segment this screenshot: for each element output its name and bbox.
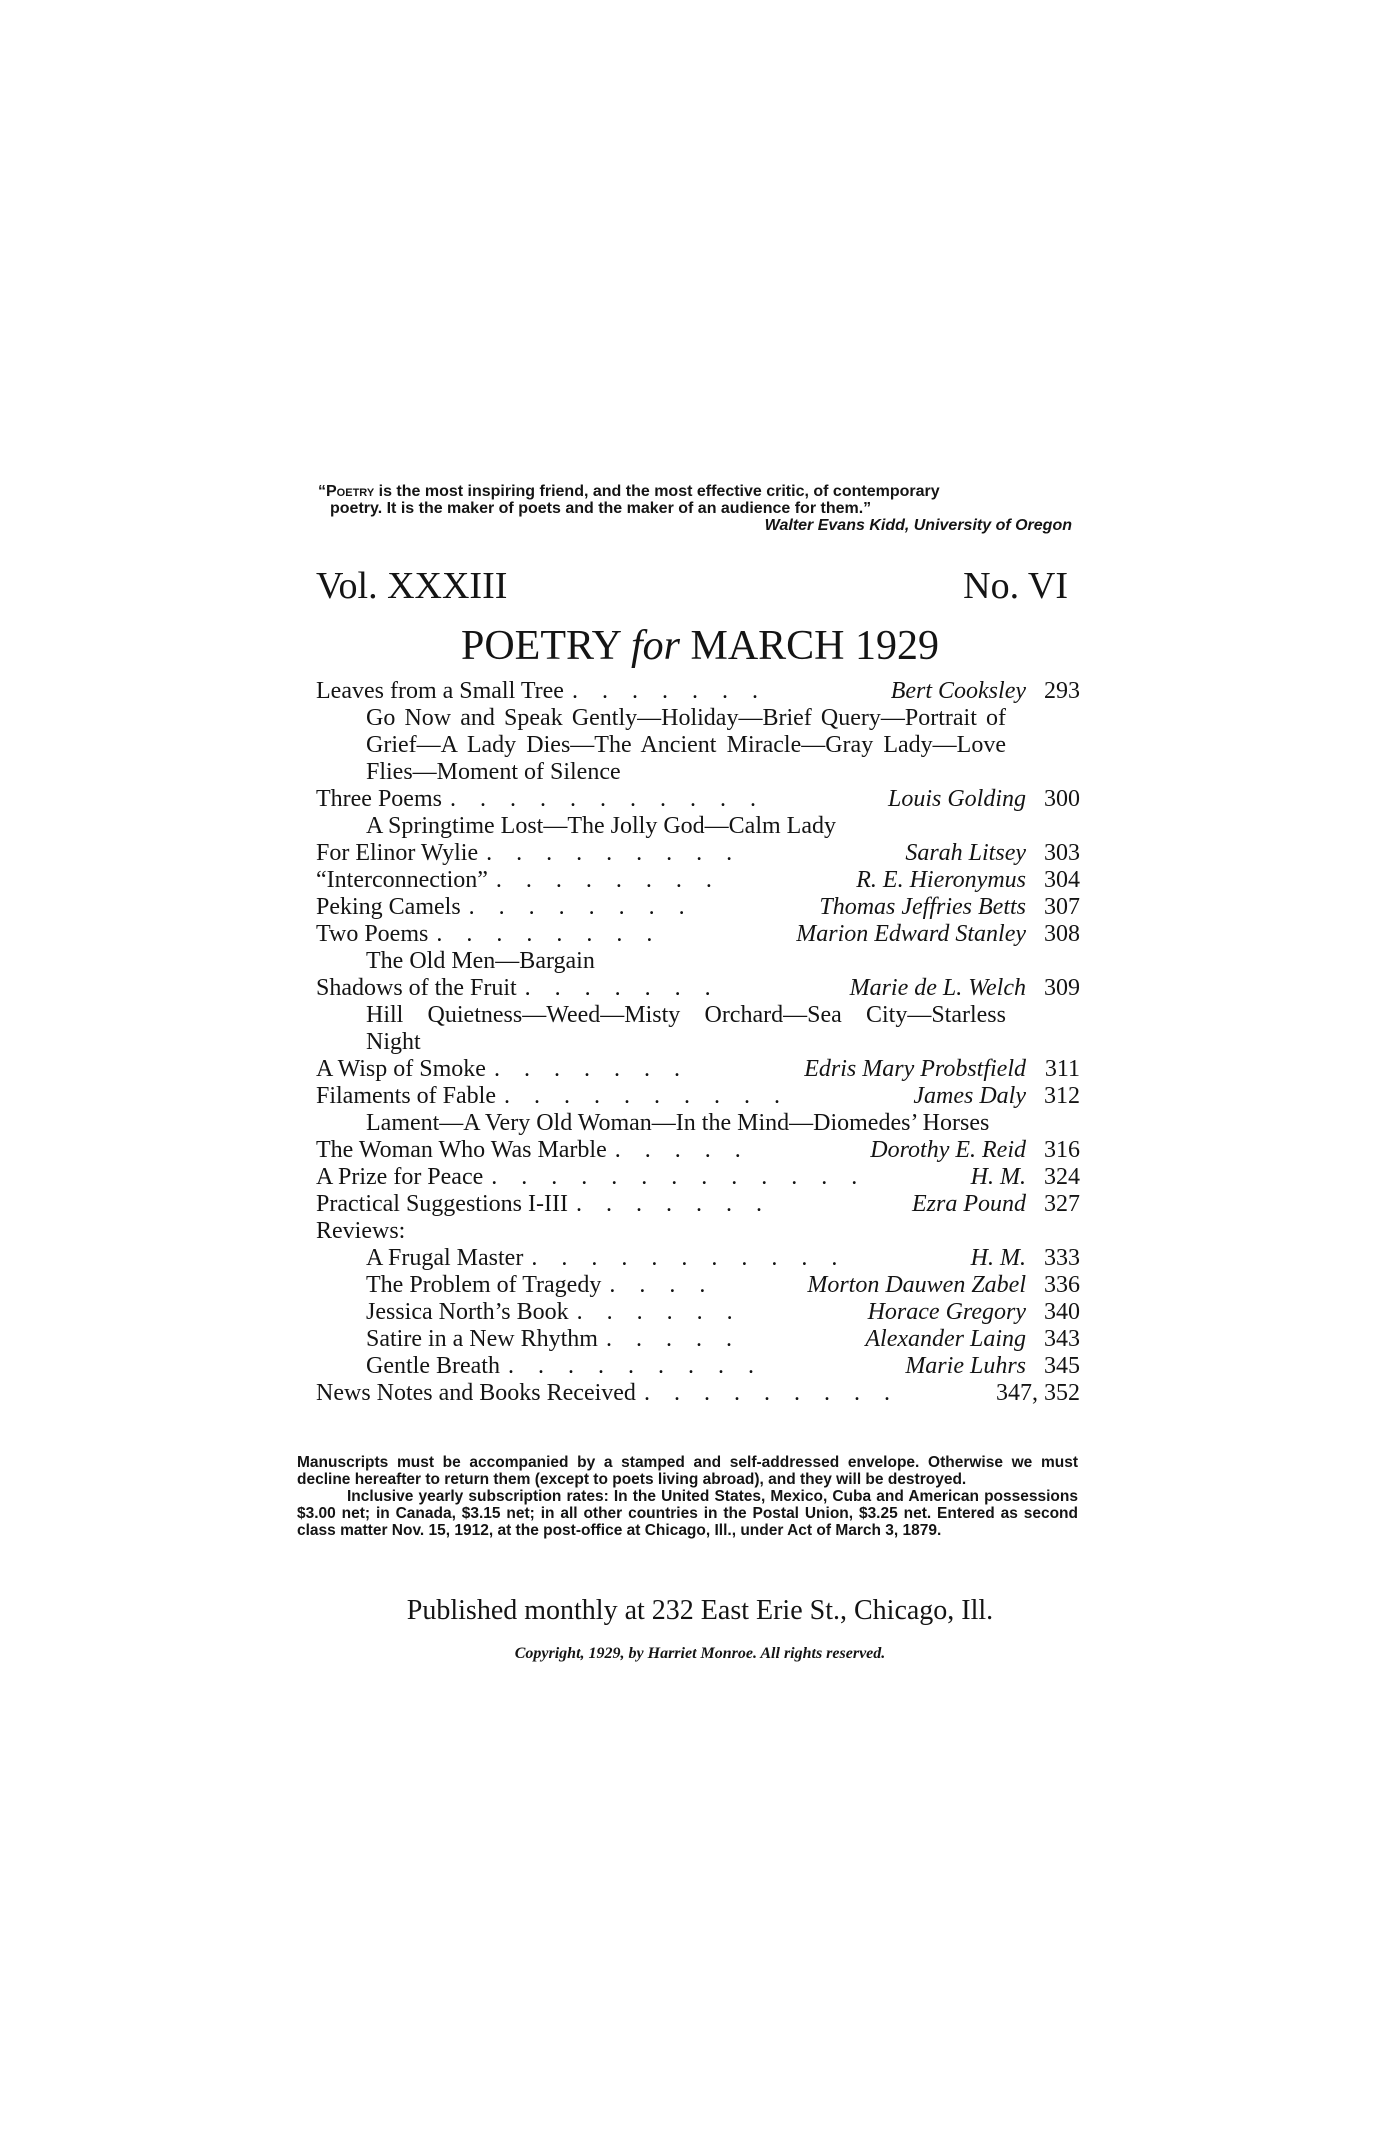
toc-entry-leader: . . . . . . . . . . . xyxy=(449,786,765,812)
toc-entry xyxy=(316,1056,1080,1083)
toc-entry-leader: . . . . . xyxy=(614,1137,750,1163)
toc-entry-page: 307 xyxy=(1044,894,1080,920)
toc-entry-title: The Woman Who Was Marble xyxy=(316,1137,607,1163)
toc-entry-author: Marie Luhrs xyxy=(905,1353,1026,1379)
reviews-heading: Reviews: xyxy=(316,1218,406,1244)
toc-entry-page: 333 xyxy=(1044,1245,1080,1271)
toc-entry xyxy=(316,678,1080,705)
toc-entry-leader: . . . . . . . xyxy=(575,1191,771,1217)
toc-entry-leader: . . . . . . . . . . . xyxy=(531,1245,847,1271)
toc-entry-contents: Lament—A Very Old Woman—In the Mind—Diomedes’ Horses xyxy=(366,1110,990,1136)
issue-title-month: MARCH 1929 xyxy=(690,623,940,669)
toc-entry-author: R. E. Hieronymus xyxy=(856,867,1026,893)
toc-entry-author: Dorothy E. Reid xyxy=(870,1137,1026,1163)
toc-entry xyxy=(316,840,1080,867)
toc-entry-leader: . . . . . . . . . . xyxy=(503,1083,789,1109)
toc-entry-page: 340 xyxy=(1044,1299,1080,1325)
epigraph-poetry-word: Poetry xyxy=(326,483,375,500)
toc-entry xyxy=(316,1083,1080,1110)
toc-entry-leader: . . . . . . . . xyxy=(495,867,721,893)
toc-entry-page: 327 xyxy=(1044,1191,1080,1217)
toc-entry-author: Sarah Litsey xyxy=(905,840,1026,866)
toc-entry-author: Edris Mary Probstfield xyxy=(804,1056,1026,1082)
toc-entry-title: A Prize for Peace xyxy=(316,1164,484,1190)
toc-entry-title: News Notes and Books Received xyxy=(316,1380,636,1406)
toc-entry-leader: . . . . . . . xyxy=(571,678,767,704)
toc-entry-title: Peking Camels xyxy=(316,894,461,920)
toc-entry-leader: . . . . . . . . xyxy=(468,894,694,920)
epigraph-line-2: poetry. It is the maker of poets and the maker of an audience for them.” xyxy=(330,500,872,517)
toc-entry-page: 304 xyxy=(1044,867,1080,893)
toc-entry-author: H. M. xyxy=(970,1164,1026,1190)
toc-entry xyxy=(316,786,1080,813)
toc-entry-page: 345 xyxy=(1044,1353,1080,1379)
toc-entry xyxy=(316,1353,1080,1380)
toc-entry xyxy=(316,1164,1080,1191)
toc-entry-title: Gentle Breath xyxy=(366,1353,500,1379)
toc-entry-page: 336 xyxy=(1044,1272,1080,1298)
manuscripts-note: Manuscripts must be accompanied by a stamped and self-addressed envelope. Otherwise we must decline hereafter to return them (except to poets living abroad), and they will be destroyed. xyxy=(297,1454,1078,1488)
toc-entry xyxy=(316,1380,1080,1407)
epigraph xyxy=(318,483,1078,534)
toc-entry xyxy=(316,921,1080,948)
toc-entry-title: Practical Suggestions I-III xyxy=(316,1191,568,1217)
epigraph-line-1: “Poetry is the most inspiring friend, and the most effective critic, of contemporary xyxy=(318,483,940,500)
toc-entry-page: 293 xyxy=(1044,678,1080,704)
volume-label: Vol. XXXIII xyxy=(316,565,508,607)
toc-entry-title: “Interconnection” xyxy=(316,867,488,893)
toc-entry xyxy=(316,975,1080,1002)
toc-entry-author: James Daly xyxy=(913,1083,1026,1109)
publication-notes xyxy=(297,1454,1078,1539)
toc-entry-author: Marion Edward Stanley xyxy=(796,921,1026,947)
toc-entry-title: Filaments of Fable xyxy=(316,1083,496,1109)
toc-entry-author: H. M. xyxy=(970,1245,1026,1271)
toc-entry-leader: . . . . . . . xyxy=(524,975,720,1001)
issue-title-for: for xyxy=(630,623,680,669)
epigraph-attribution: Walter Evans Kidd, University of Oregon xyxy=(764,517,1072,534)
toc-entry-contents: Hill Quietness—Weed—Misty Orchard—Sea City—Starless Night xyxy=(366,1002,1006,1055)
toc-entry-contents: The Old Men—Bargain xyxy=(366,948,595,974)
toc-entry-page: 311 xyxy=(1044,1056,1080,1082)
toc-entry-leader: . . . . . . . . . xyxy=(643,1380,899,1406)
toc-entry-page: 316 xyxy=(1044,1137,1080,1163)
issue-title-poetry: POETRY xyxy=(460,623,621,669)
toc-entry xyxy=(316,1245,1080,1272)
toc-entry-author: Morton Dauwen Zabel xyxy=(807,1272,1026,1298)
toc-entry-page: 300 xyxy=(1044,786,1080,812)
toc-entry-author: Alexander Laing xyxy=(865,1326,1026,1352)
toc-entry-contents: A Springtime Lost—The Jolly God—Calm Lady xyxy=(366,813,836,839)
copyright-line: Copyright, 1929, by Harriet Monroe. All rights reserved. xyxy=(514,1645,886,1662)
toc-entry-author: Marie de L. Welch xyxy=(849,975,1026,1001)
toc-entry-title: Two Poems xyxy=(316,921,429,947)
toc-entry-title: A Wisp of Smoke xyxy=(316,1056,486,1082)
toc-entry-page: 303 xyxy=(1044,840,1080,866)
toc-entry-leader: . . . . . . . . xyxy=(436,921,662,947)
published-line: Published monthly at 232 East Erie St., Chicago, Ill. xyxy=(406,1595,994,1626)
toc-entry-author: Ezra Pound xyxy=(912,1191,1026,1217)
toc-entry xyxy=(316,1272,1080,1299)
toc-entry-page: 308 xyxy=(1044,921,1080,947)
toc-entry-title: Satire in a New Rhythm xyxy=(366,1326,598,1352)
toc-entry-title: Shadows of the Fruit xyxy=(316,975,517,1001)
toc-entry-title: For Elinor Wylie xyxy=(316,840,479,866)
toc-entry-page: 343 xyxy=(1044,1326,1080,1352)
toc-entry xyxy=(316,894,1080,921)
toc-entry-page: 312 xyxy=(1044,1083,1080,1109)
toc-entry-title: Three Poems xyxy=(316,786,442,812)
toc-entry-leader: . . . . . xyxy=(605,1326,741,1352)
toc-entry-leader: . . . . . . . xyxy=(493,1056,689,1082)
toc-entry-title: Leaves from a Small Tree xyxy=(316,678,564,704)
table-of-contents xyxy=(316,678,1080,1407)
issue-number: No. VI xyxy=(963,565,1068,607)
toc-entry-page: 324 xyxy=(1044,1164,1080,1190)
toc-entry-author: Bert Cooksley xyxy=(890,678,1026,704)
issue-title xyxy=(0,622,1400,670)
toc-entry-author: Louis Golding xyxy=(887,786,1026,812)
toc-entry xyxy=(316,1326,1080,1353)
toc-entry-leader: . . . . xyxy=(609,1272,715,1298)
toc-entry-leader: . . . . . . xyxy=(576,1299,742,1325)
toc-entry-title: The Problem of Tragedy xyxy=(366,1272,602,1298)
toc-entry-title: Jessica North’s Book xyxy=(366,1299,569,1325)
toc-entry-leader: . . . . . . . . . xyxy=(486,840,742,866)
toc-entry xyxy=(316,1137,1080,1164)
toc-entry xyxy=(316,867,1080,894)
toc-entry-leader: . . . . . . . . . . . . . xyxy=(491,1164,867,1190)
subscription-note: Inclusive yearly subscription rates: In the United States, Mexico, Cuba and American possessions $3.00 net; in Canada, $3.15 net; in all other countries in the Postal Union, $3.25 net. Entered as second class matter Nov. 15, 1912, at the post-office at Chicago, Ill., under Act of March 3, 1879. xyxy=(297,1488,1078,1539)
toc-entry-leader: . . . . . . . . . xyxy=(507,1353,763,1379)
toc-entry-contents: Go Now and Speak Gently—Holiday—Brief Query—Portrait of Grief—A Lady Dies—The Ancient Miracle—Gray Lady—Love Flies—Moment of Silence xyxy=(366,705,1006,785)
toc-entry-title: A Frugal Master xyxy=(366,1245,524,1271)
toc-entry-author: Thomas Jeffries Betts xyxy=(819,894,1026,920)
toc-entry xyxy=(316,1191,1080,1218)
volume-line xyxy=(316,565,1068,607)
toc-entry xyxy=(316,1299,1080,1326)
toc-entry-author: Horace Gregory xyxy=(867,1299,1026,1325)
toc-entry-page: 309 xyxy=(1044,975,1080,1001)
toc-entry-page: 347, 352 xyxy=(996,1380,1080,1406)
